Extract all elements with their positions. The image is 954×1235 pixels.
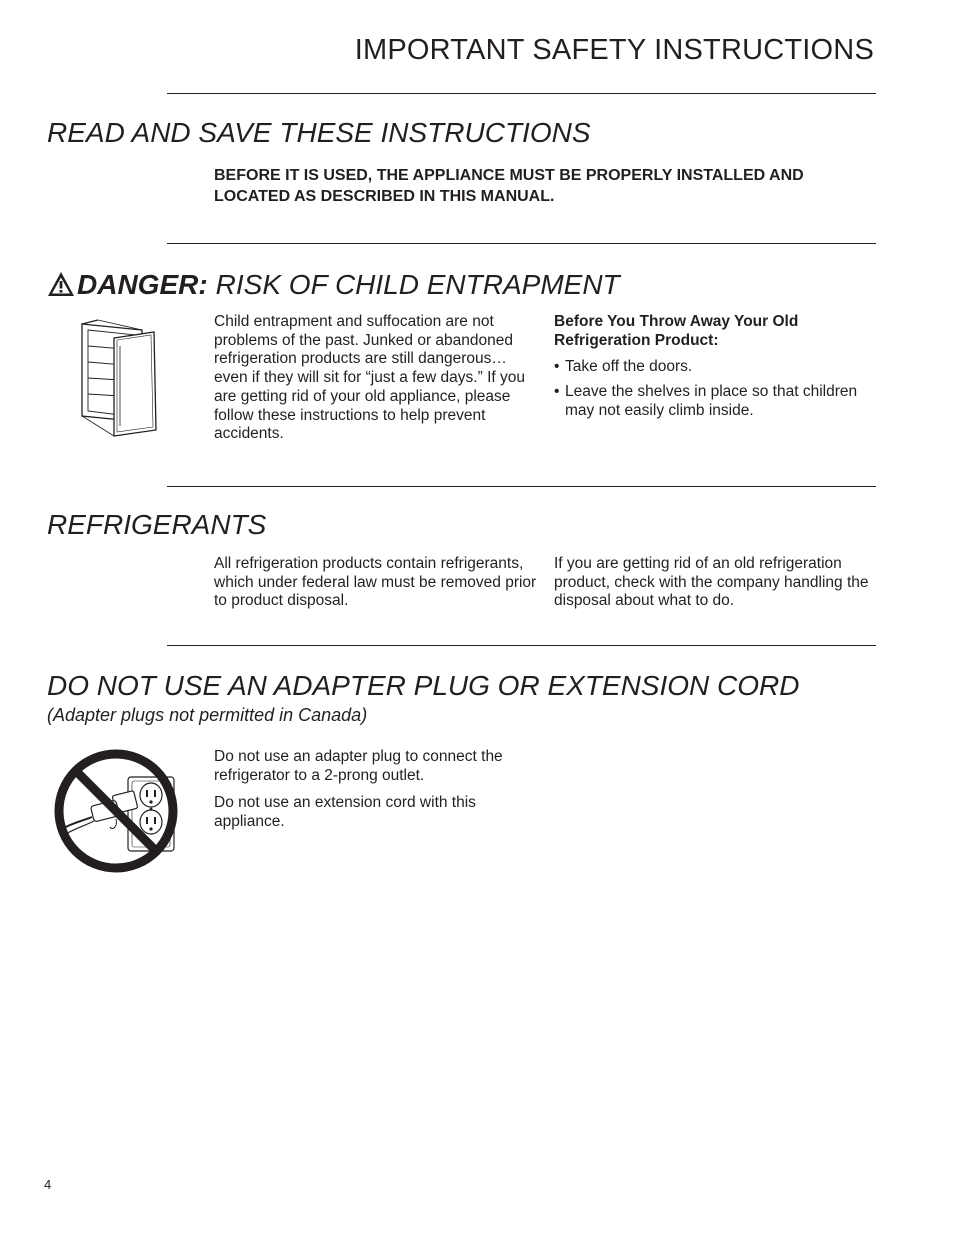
danger-heading-text: RISK OF CHILD ENTRAPMENT — [215, 269, 620, 300]
danger-label: DANGER: — [77, 269, 208, 300]
read-save-heading: READ AND SAVE THESE INSTRUCTIONS — [47, 117, 591, 148]
section-divider — [167, 93, 876, 94]
refrigerants-text: All refrigeration products contain refrigerants, which under federal law must be removed prior to product disposal. — [214, 555, 537, 610]
refrigerant-disposal-text: If you are getting rid of an old refrigeration product, check with the company handling the disposal about what to do. — [554, 555, 869, 610]
page-title: IMPORTANT SAFETY INSTRUCTIONS — [354, 34, 874, 66]
child-entrapment-text: Child entrapment and suffocation are not problems of the past. Junked or abandoned refrigeration products are still dangerous…even if they will sit for “just a few days.” If you are getting rid of your old appliance, please follow these instructions to help prevent accidents. — [214, 313, 525, 443]
warning-triangle-icon — [47, 271, 75, 297]
disposal-subheading: Before You Throw Away Your Old Refrigeration Product: — [554, 313, 799, 349]
danger-body-column — [214, 313, 539, 444]
disposal-instructions — [554, 313, 884, 427]
installation-warning: BEFORE IT IS USED, THE APPLIANCE MUST BE PROPERLY INSTALLED AND LOCATED AS DESCRIBED IN THIS MANUAL. — [214, 167, 804, 205]
page-number: 4 — [44, 1177, 52, 1192]
list-item: • Leave the shelves in place so that children may not easily climb inside. — [554, 383, 884, 420]
no-adapter-plug-prohibition-illustration — [52, 747, 180, 875]
section-divider — [167, 645, 876, 646]
refrigerants-heading: REFRIGERANTS — [47, 509, 267, 540]
adapter-text-column — [214, 748, 514, 832]
refrigerants-right-column — [554, 555, 884, 611]
list-item: • Take off the doors. — [554, 358, 884, 377]
section-divider — [167, 486, 876, 487]
disposal-bullet-list — [554, 358, 884, 420]
adapter-subheading: (Adapter plugs not permitted in Canada) — [47, 705, 368, 725]
adapter-heading: DO NOT USE AN ADAPTER PLUG OR EXTENSION CORD — [47, 670, 800, 701]
adapter-plug-text: Do not use an adapter plug to connect the refrigerator to a 2-prong outlet. — [214, 748, 503, 784]
danger-heading — [47, 268, 620, 301]
section-divider — [167, 243, 876, 244]
refrigerants-left-column — [214, 555, 539, 611]
extension-cord-text: Do not use an extension cord with this appliance. — [214, 794, 476, 831]
refrigerator-open-door-illustration — [74, 318, 166, 442]
